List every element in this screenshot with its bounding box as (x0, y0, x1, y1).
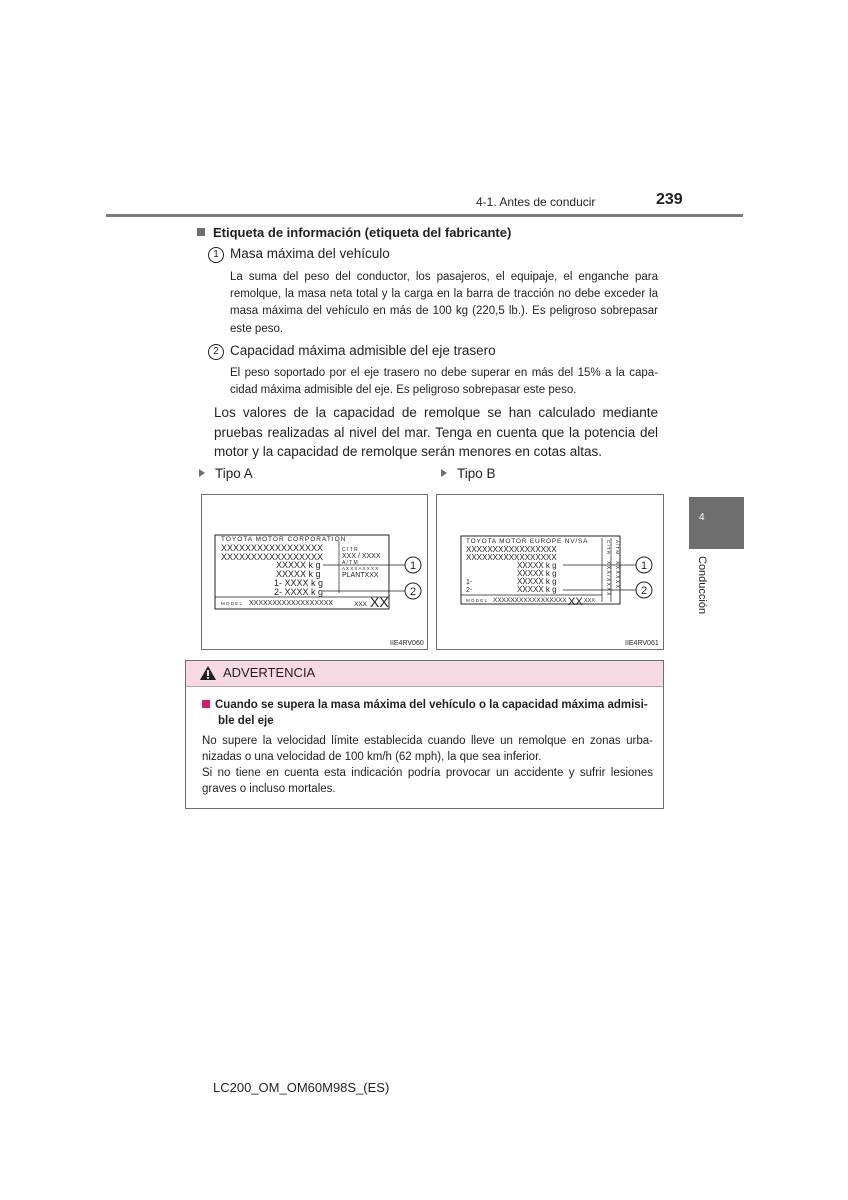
warning-subtitle: Cuando se supera la masa máxima del vehículo o la capacidad máxima admisible del eje (202, 697, 657, 729)
label-a-row4: XXXXX k g (276, 569, 321, 579)
label-b-side2: X X X / X X X X (605, 561, 611, 596)
label-a-row3: XXXXX k g (276, 560, 321, 570)
callout-a-1: 1 (409, 560, 417, 572)
label-b-row5: XXXXX k g (517, 577, 557, 586)
label-b-row4: XXXXX k g (517, 569, 557, 578)
label-b-model-val: XXXXXXXXXXXXXXXXX (493, 597, 567, 604)
header-rule (106, 214, 743, 217)
circled-number-icon: 2 (208, 344, 224, 360)
footer-code: LC200_OM_OM60M98S_(ES) (213, 1080, 390, 1095)
label-b-side4: X X X X X X (614, 561, 620, 588)
warning-header (186, 661, 663, 687)
label-a-model: M O D E L (221, 601, 243, 606)
figure-b-code: IIE4RV061 (625, 640, 659, 647)
square-bullet-icon (197, 228, 205, 236)
label-b-model: M O D E L (466, 598, 488, 603)
label-a-x2: XXXXXXXXXXXXXXXXX (221, 552, 324, 562)
label-a-citr-val: XXX / XXXX (342, 553, 381, 560)
label-a-model-val: XXXXXXXXXXXXXXXXXX (249, 600, 334, 607)
warning-triangle-icon (199, 665, 217, 681)
label-b-row3: XXXXX k g (517, 561, 557, 570)
triangle-bullet-icon (199, 469, 205, 477)
figure-type-b (436, 494, 664, 650)
label-b-side1: C I T R (606, 540, 611, 555)
chapter-tab-number: 4 (699, 512, 705, 523)
label-b-row6-pre: 2- (466, 587, 473, 594)
pink-square-bullet-icon (202, 700, 210, 708)
callout-b-2: 2 (640, 585, 648, 597)
label-b-row5-pre: 1- (466, 579, 473, 586)
label-b-corp: TOYOTA MOTOR EUROPE NV/SA (466, 538, 589, 545)
label-a-row5: 1- XXXX k g (274, 578, 324, 588)
figure-b-caption: Tipo B (441, 466, 496, 481)
circled-number-icon: 1 (208, 247, 224, 263)
warning-body-line-2: Si no tiene en cuenta esta indicación podría provocar un accidente y sufrir lesiones graves o incluso mortales. (202, 767, 653, 795)
item-1-body: La suma del peso del conductor, los pasajeros, el equipaje, el enganche para remolque, la masa neta total y la carga en la barra de tracción no debe exceder la masa máxima del vehículo en más de 100 kg (220,5 lb.). Es peligroso sobrepasar este peso. (230, 271, 658, 335)
warning-title: ADVERTENCIA (223, 665, 316, 680)
chapter-tab (689, 497, 744, 549)
figure-a-code: IIE4RV060 (390, 640, 424, 647)
item-1-heading: 1 Masa máxima del vehículo (208, 246, 390, 263)
running-header-section: 4-1. Antes de conducir (476, 195, 596, 209)
figure-a-caption: Tipo A (199, 466, 253, 481)
page-number: 239 (656, 191, 683, 208)
label-a-corp: TOYOTA MOTOR CORPORATION (221, 536, 347, 543)
label-a-xx: XX (370, 594, 389, 610)
callout-a-2: 2 (409, 586, 417, 598)
triangle-bullet-icon (441, 469, 447, 477)
label-b-xxx: XXX (584, 598, 596, 604)
item-2-heading: 2 Capacidad máxima admisible del eje trasero (208, 343, 496, 360)
towing-capacity-paragraph: Los valores de la capacidad de remolque se han calculado mediante pruebas realizadas al nivel del mar. Tenga en cuenta que la potencia del motor y la capacidad de remolque serán menores en cotas altas. (214, 405, 658, 459)
callout-b-1: 1 (640, 560, 648, 572)
label-b-x1: XXXXXXXXXXXXXXXXX (466, 545, 557, 554)
warning-box (185, 660, 664, 809)
figure-type-a (201, 494, 428, 650)
label-a-citr: C I T R (342, 547, 358, 553)
label-b-xx: XX (568, 596, 583, 608)
warning-body (202, 733, 653, 797)
label-a-row6: 2- XXXX k g (274, 587, 324, 597)
label-b-side3: A / T M (615, 540, 620, 555)
item-2-body: El peso soportado por el eje trasero no debe superar en más del 15% a la capacidad máxima admisible del eje. Es peligroso sobrepasar este peso. (230, 367, 658, 397)
chapter-tab-label: Conducción (696, 556, 708, 615)
label-a-plant: PLANTXXX (342, 572, 379, 579)
section-title: Etiqueta de información (etiqueta del fabricante) (197, 225, 511, 240)
label-a-atm: A / T M (342, 560, 358, 566)
label-a-xxx: XXX (354, 601, 368, 608)
label-a-atm2: A X X X A X X X X (342, 566, 379, 571)
label-a-x1: XXXXXXXXXXXXXXXXX (221, 543, 324, 553)
warning-body-line-1: No supere la velocidad límite establecida cuando lleve un remolque en zonas urbanizadas o una velocidad de 100 km/h (62 mph), la que sea inferior. (202, 735, 653, 763)
label-b-x2: XXXXXXXXXXXXXXXXX (466, 553, 557, 562)
label-b-row6: XXXXX k g (517, 585, 557, 594)
